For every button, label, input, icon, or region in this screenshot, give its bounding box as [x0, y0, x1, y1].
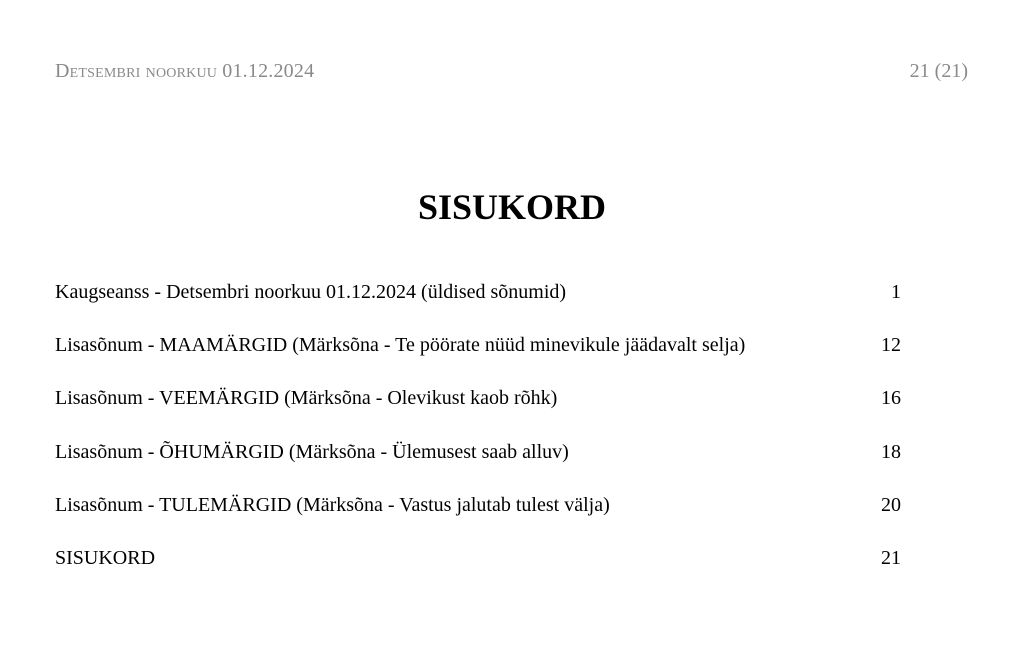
toc-entry-page: 16 — [881, 387, 901, 410]
toc-entry-seanss[interactable] — [55, 279, 901, 332]
page-indicator: 21 (21) — [909, 60, 968, 82]
toc-entry-ohumargid[interactable] — [55, 439, 901, 492]
toc-entry-tulemargid[interactable] — [55, 492, 901, 545]
toc-entry-title: Kaugseanss - Detsembri noorkuu 01.12.2024 (üldised sõnumid) — [55, 281, 567, 303]
toc-list — [55, 279, 901, 598]
toc-entry-title: Lisasõnum - TULEMÄRGID (Märksõna - Vastus jalutab tulest välja) — [55, 493, 610, 516]
toc-entry-page: 21 — [881, 546, 901, 569]
running-header-title: Detsembri noorkuu 01.12.2024 — [55, 60, 315, 82]
toc-entry-title: Lisasõnum - VEEMÄRGID (Märksõna - Olevikust kaob rõhk) — [55, 387, 558, 410]
toc-entry-title: Lisasõnum - ÕHUMÄRGID (Märksõna - Ülemusest saab alluv) — [55, 440, 569, 463]
toc-entry-veemargid[interactable] — [55, 385, 901, 438]
toc-entry-title: Lisasõnum - MAAMÄRGID (Märksõna - Te pöörate nüüd minevikule jäädavalt selja) — [55, 334, 746, 357]
toc-title: SISUKORD — [417, 187, 607, 227]
toc-entry-maamargid[interactable] — [55, 332, 901, 385]
toc-entry-title: SISUKORD — [55, 546, 156, 569]
toc-entry-page: 12 — [881, 334, 901, 357]
toc-entry-page: 20 — [881, 493, 901, 516]
toc-entry-sisukord[interactable] — [55, 545, 901, 598]
toc-entry-page: 18 — [881, 440, 901, 463]
toc-entry-page: 1 — [891, 281, 901, 303]
